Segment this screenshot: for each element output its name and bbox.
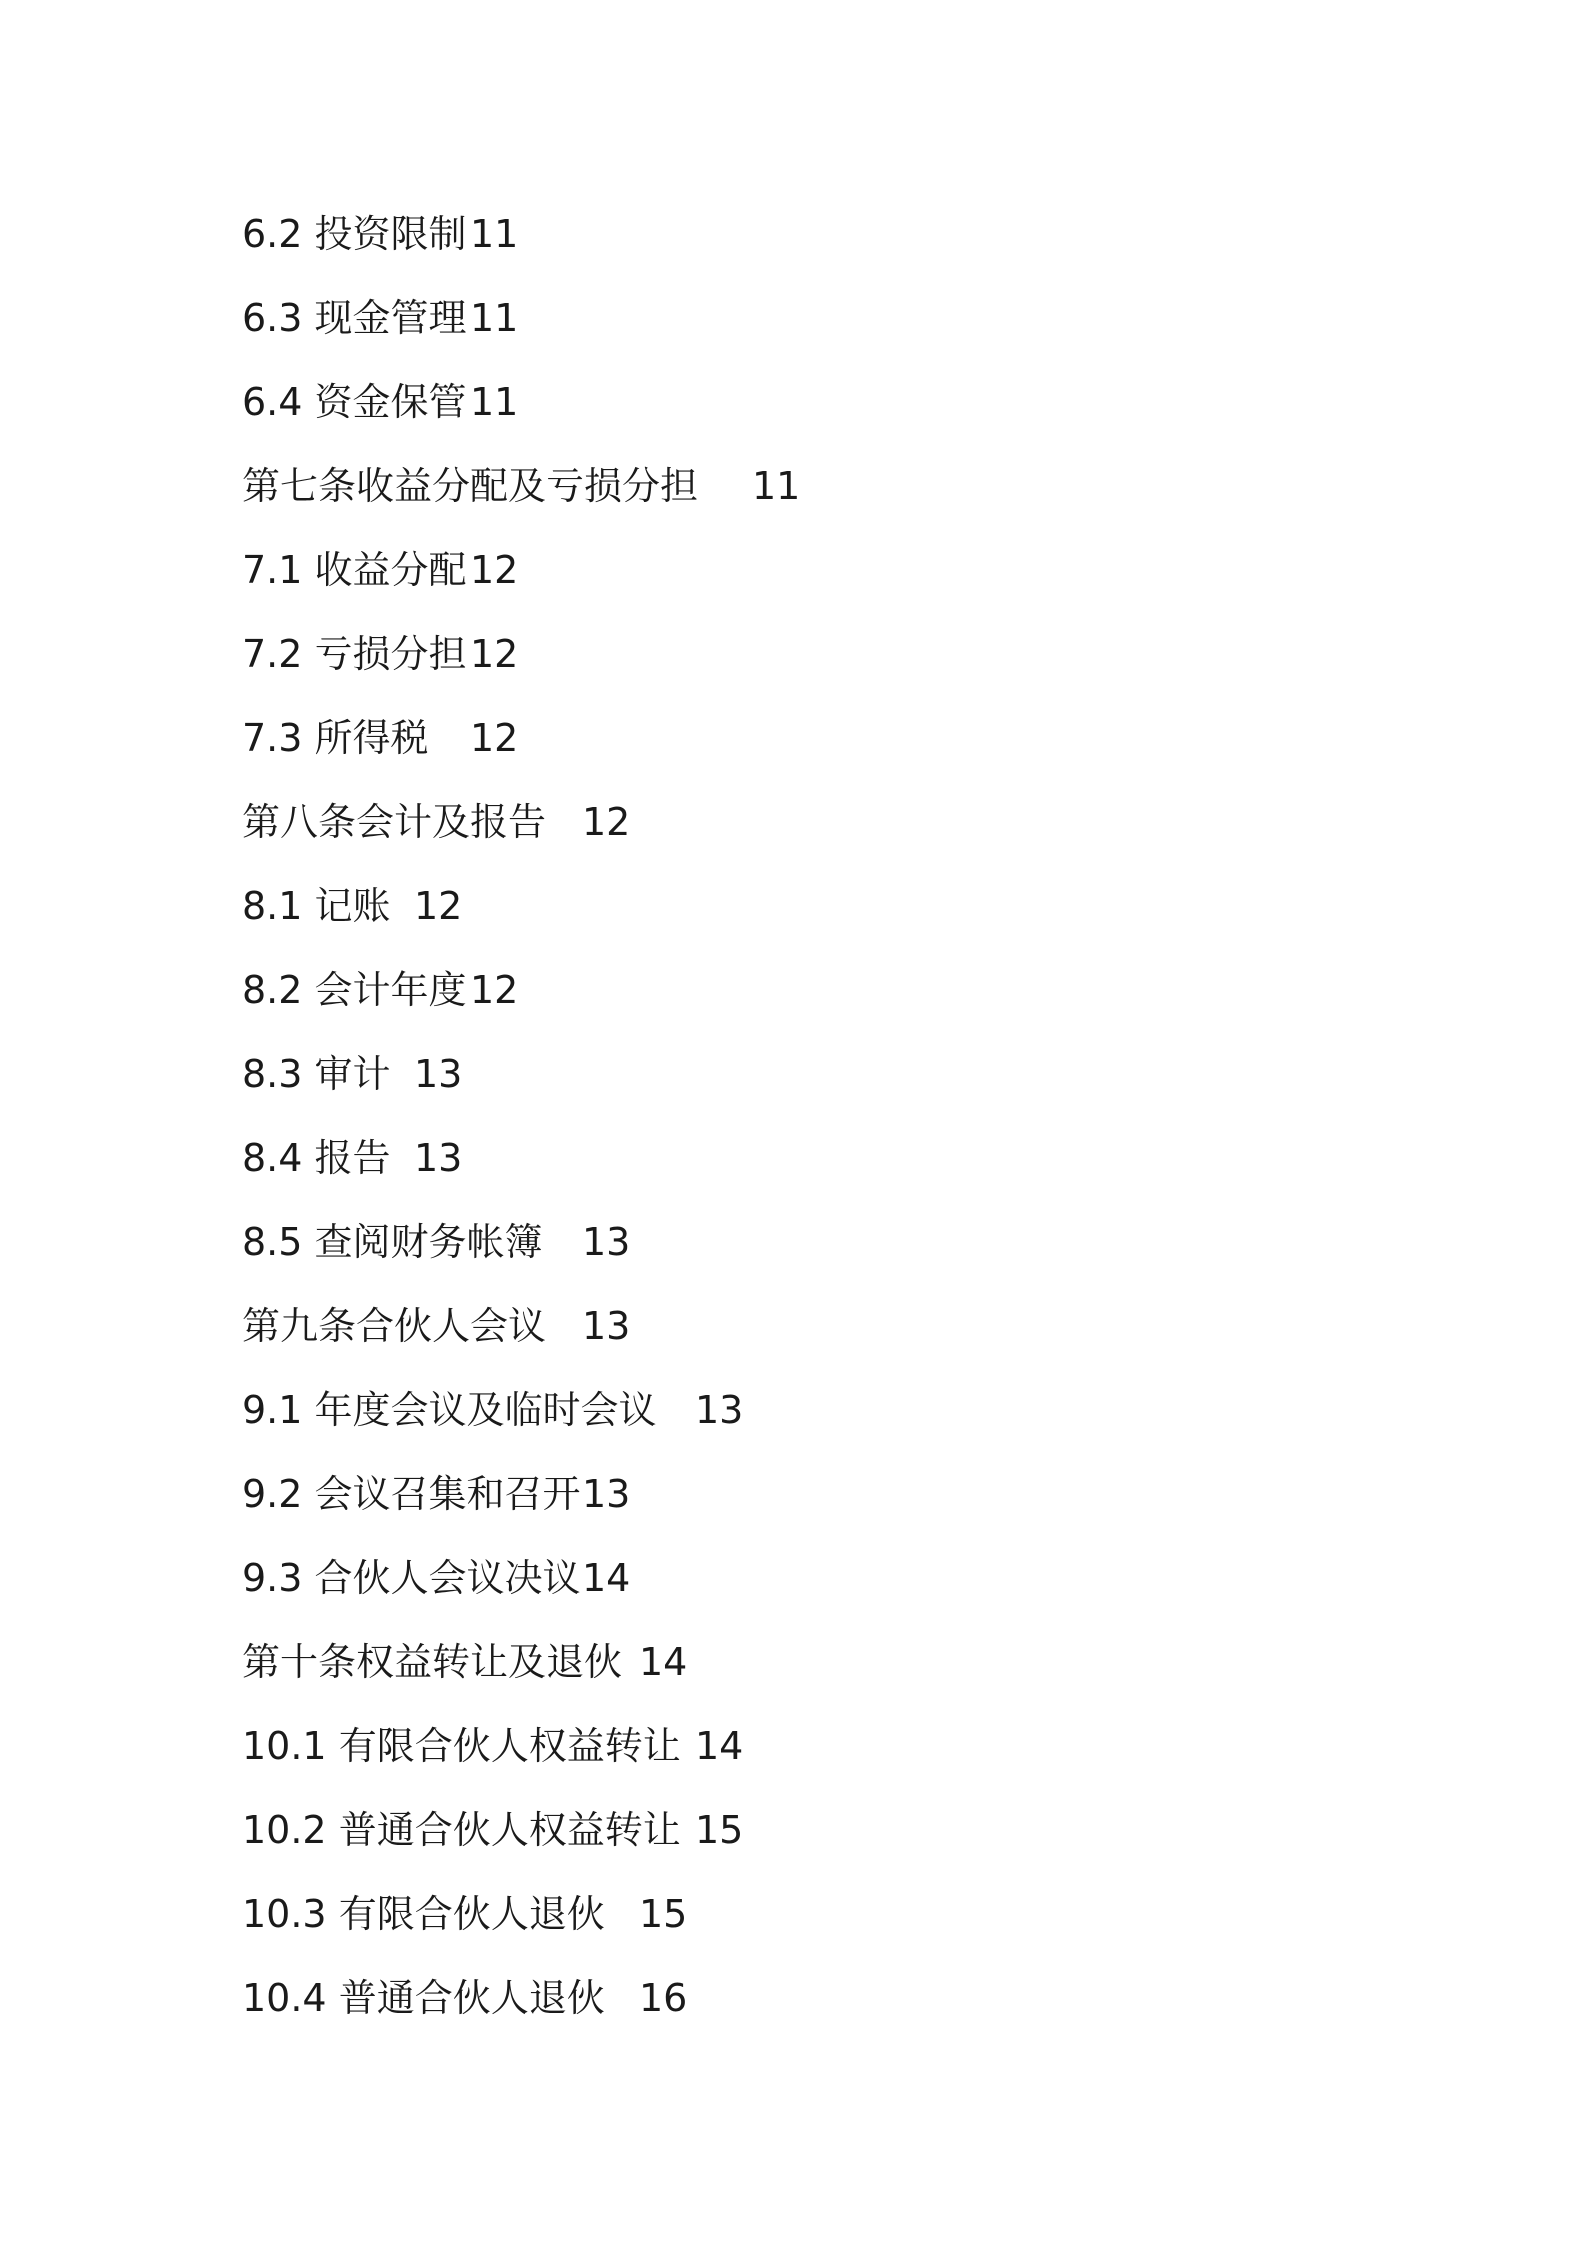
toc-entry: [242, 1802, 1442, 1886]
toc-entry-title: 10.4 普通合伙人退伙: [242, 1976, 605, 2020]
toc-entry-page: 14: [582, 1556, 631, 1600]
toc-entry-page: 13: [582, 1472, 631, 1516]
toc-entry-page: 13: [414, 1136, 463, 1180]
toc-entry-title: 第八条会计及报告: [242, 800, 547, 844]
toc-entry-title: 8.1 记账: [242, 884, 391, 928]
toc-entry: [242, 458, 1442, 542]
toc-entry-title: 10.1 有限合伙人权益转让: [242, 1724, 681, 1768]
toc-entry: [242, 1466, 1442, 1550]
toc-entry-title: 8.5 查阅财务帐簿: [242, 1220, 543, 1264]
toc-entry: [242, 290, 1442, 374]
toc-entry-title: 第七条收益分配及亏损分担: [242, 464, 699, 508]
toc-entry: [242, 626, 1442, 710]
toc-entry: [242, 1718, 1442, 1802]
toc-entry: [242, 542, 1442, 626]
toc-entry-page: 12: [582, 800, 631, 844]
toc-entry-page: 13: [582, 1220, 631, 1264]
toc-entry: [242, 962, 1442, 1046]
toc-entry-title: 第九条合伙人会议: [242, 1304, 547, 1348]
toc-entry-page: 11: [470, 380, 519, 424]
toc-entry: [242, 1970, 1442, 2054]
toc-entry-page: 11: [752, 464, 801, 508]
toc-entry: [242, 710, 1442, 794]
toc-entry-page: 11: [470, 296, 519, 340]
toc-entry: [242, 1298, 1442, 1382]
toc-entry-title: 第十条权益转让及退伙: [242, 1640, 623, 1684]
toc-entry-page: 15: [639, 1892, 688, 1936]
toc-entry: [242, 1046, 1442, 1130]
toc-entry-title: 6.3 现金管理: [242, 296, 467, 340]
table-of-contents: [242, 206, 1442, 2054]
toc-entry-page: 16: [639, 1976, 688, 2020]
toc-entry-title: 10.2 普通合伙人权益转让: [242, 1808, 681, 1852]
toc-entry-page: 12: [470, 716, 519, 760]
toc-entry-page: 13: [414, 1052, 463, 1096]
toc-entry-title: 8.3 审计: [242, 1052, 391, 1096]
toc-entry-page: 12: [414, 884, 463, 928]
toc-entry-title: 7.2 亏损分担: [242, 632, 467, 676]
toc-entry: [242, 374, 1442, 458]
toc-entry-title: 9.2 会议召集和召开: [242, 1472, 581, 1516]
toc-entry-title: 8.4 报告: [242, 1136, 391, 1180]
toc-entry-title: 10.3 有限合伙人退伙: [242, 1892, 605, 1936]
toc-entry-title: 9.3 合伙人会议决议: [242, 1556, 581, 1600]
toc-entry-page: 13: [695, 1388, 744, 1432]
toc-entry-page: 12: [470, 968, 519, 1012]
toc-entry: [242, 1382, 1442, 1466]
toc-entry-page: 13: [582, 1304, 631, 1348]
toc-entry: [242, 1634, 1442, 1718]
toc-entry: [242, 1550, 1442, 1634]
toc-entry-title: 7.1 收益分配: [242, 548, 467, 592]
toc-entry-title: 6.2 投资限制: [242, 212, 467, 256]
toc-entry-page: 12: [470, 632, 519, 676]
toc-entry-page: 11: [470, 212, 519, 256]
toc-entry-title: 7.3 所得税: [242, 716, 429, 760]
toc-entry: [242, 1130, 1442, 1214]
toc-entry: [242, 1886, 1442, 1970]
toc-entry-page: 14: [639, 1640, 688, 1684]
toc-entry-title: 6.4 资金保管: [242, 380, 467, 424]
toc-entry-page: 15: [695, 1808, 744, 1852]
toc-entry-page: 14: [695, 1724, 744, 1768]
toc-entry: [242, 878, 1442, 962]
toc-entry-page: 12: [470, 548, 519, 592]
toc-entry: [242, 794, 1442, 878]
toc-entry-title: 8.2 会计年度: [242, 968, 467, 1012]
toc-entry: [242, 1214, 1442, 1298]
toc-entry: [242, 206, 1442, 290]
toc-entry-title: 9.1 年度会议及临时会议: [242, 1388, 657, 1432]
